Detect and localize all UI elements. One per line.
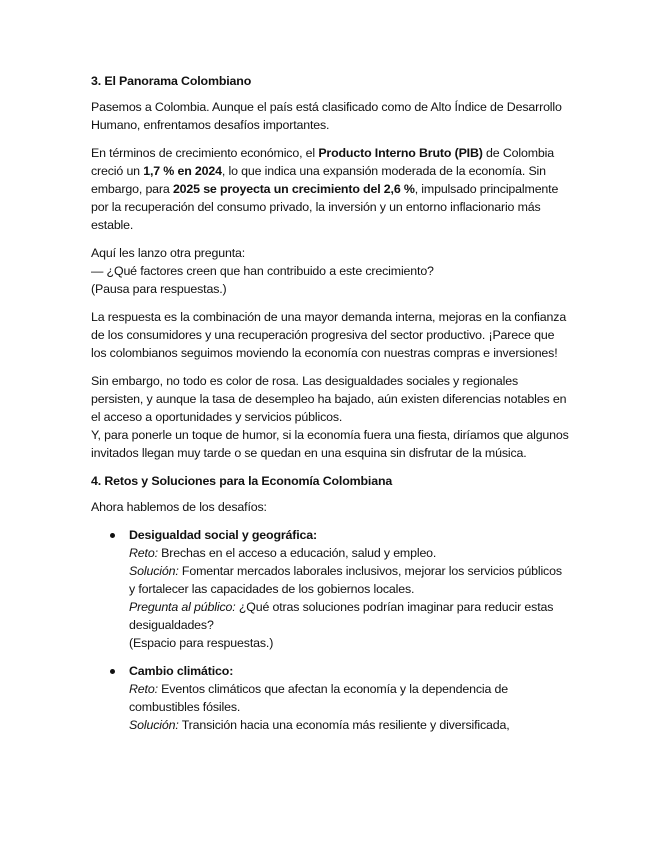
solucion-label: Solución: bbox=[129, 718, 179, 732]
bullet-icon bbox=[110, 669, 115, 674]
bold-pib: Producto Interno Bruto (PIB) bbox=[318, 146, 483, 160]
challenges-list bbox=[91, 526, 571, 734]
humor-text: Y, para ponerle un toque de humor, si la economía fuera una fiesta, diríamos que algunos invitados llegan muy tarde o se quedan en una esquina sin disfrutar de la música. bbox=[91, 428, 569, 460]
pregunta-label: Pregunta al público: bbox=[129, 600, 236, 614]
section-3-paragraph-2 bbox=[91, 144, 571, 234]
bold-growth-2024: 1,7 % en 2024 bbox=[143, 164, 222, 178]
text-run: , impulsado principalmente por la recuperación del consumo privado, la inversión y un entorno inflacionario más estable. bbox=[91, 182, 559, 232]
bold-growth-2025: 2025 se proyecta un crecimiento del 2,6 % bbox=[172, 182, 415, 196]
item-reto bbox=[129, 544, 571, 562]
solucion-text: Transición hacia una economía más resiliente y diversificada, bbox=[178, 718, 510, 732]
section-3-paragraph-5 bbox=[91, 372, 571, 462]
text-run: , lo que indica una expansión moderada de la economía. Sin embargo, para bbox=[91, 164, 546, 196]
section-3-paragraph-4: La respuesta es la combinación de una mayor demanda interna, mejoras en la confianza de los consumidores y una recuperación progresiva del sector productivo. ¡Parece que los colombianos seguimos moviendo la economía con nuestras compras e inversiones! bbox=[91, 310, 567, 360]
pause-note: (Pausa para respuestas.) bbox=[91, 282, 227, 296]
reto-text: Brechas en el acceso a educación, salud y empleo. bbox=[157, 546, 437, 560]
item-solucion bbox=[129, 716, 571, 734]
solucion-text: Fomentar mercados laborales inclusivos, mejorar los servicios públicos y fortalecer las capacidades de los gobiernos locales. bbox=[129, 564, 562, 596]
section-4-title: 4. Retos y Soluciones para la Economía Colombiana bbox=[91, 474, 393, 488]
section-4-intro: Ahora hablemos de los desafíos: bbox=[91, 500, 267, 514]
item-heading: Cambio climático: bbox=[129, 664, 234, 678]
text-run: de Colombia creció un bbox=[91, 146, 554, 178]
section-3-paragraph-1: Pasemos a Colombia. Aunque el país está clasificado como de Alto Índice de Desarrollo Humano, enfrentamos desafíos importantes. bbox=[91, 100, 562, 132]
reto-label: Reto: bbox=[129, 682, 158, 696]
item-note: (Espacio para respuestas.) bbox=[129, 636, 274, 650]
reto-label: Reto: bbox=[129, 546, 158, 560]
section-3-paragraph-3 bbox=[91, 244, 571, 298]
pregunta-text: ¿Qué otras soluciones podrían imaginar para reducir estas desigualdades? bbox=[129, 600, 554, 632]
text-run: En términos de crecimiento económico, el bbox=[91, 146, 319, 160]
solucion-label: Solución: bbox=[129, 564, 179, 578]
reto-text: Eventos climáticos que afectan la economía y la dependencia de combustibles fósiles. bbox=[129, 682, 508, 714]
item-heading: Desigualdad social y geográfica: bbox=[129, 528, 318, 542]
item-solucion bbox=[129, 562, 571, 598]
question-intro: Aquí les lanzo otra pregunta: bbox=[91, 246, 246, 260]
item-reto bbox=[129, 680, 571, 716]
list-item bbox=[91, 662, 571, 734]
question-text: — ¿Qué factores creen que han contribuido a este crecimiento? bbox=[91, 264, 434, 278]
document-content bbox=[91, 72, 571, 744]
item-pregunta bbox=[129, 598, 571, 634]
section-3-title: 3. El Panorama Colombiano bbox=[91, 74, 252, 88]
list-item bbox=[91, 526, 571, 652]
inequality-text: Sin embargo, no todo es color de rosa. Las desigualdades sociales y regionales persisten, y aunque la tasa de desempleo ha bajado, aún existen diferencias notables en el acceso a oportunidades y servicios públicos. bbox=[91, 374, 567, 424]
bullet-icon bbox=[110, 533, 115, 538]
